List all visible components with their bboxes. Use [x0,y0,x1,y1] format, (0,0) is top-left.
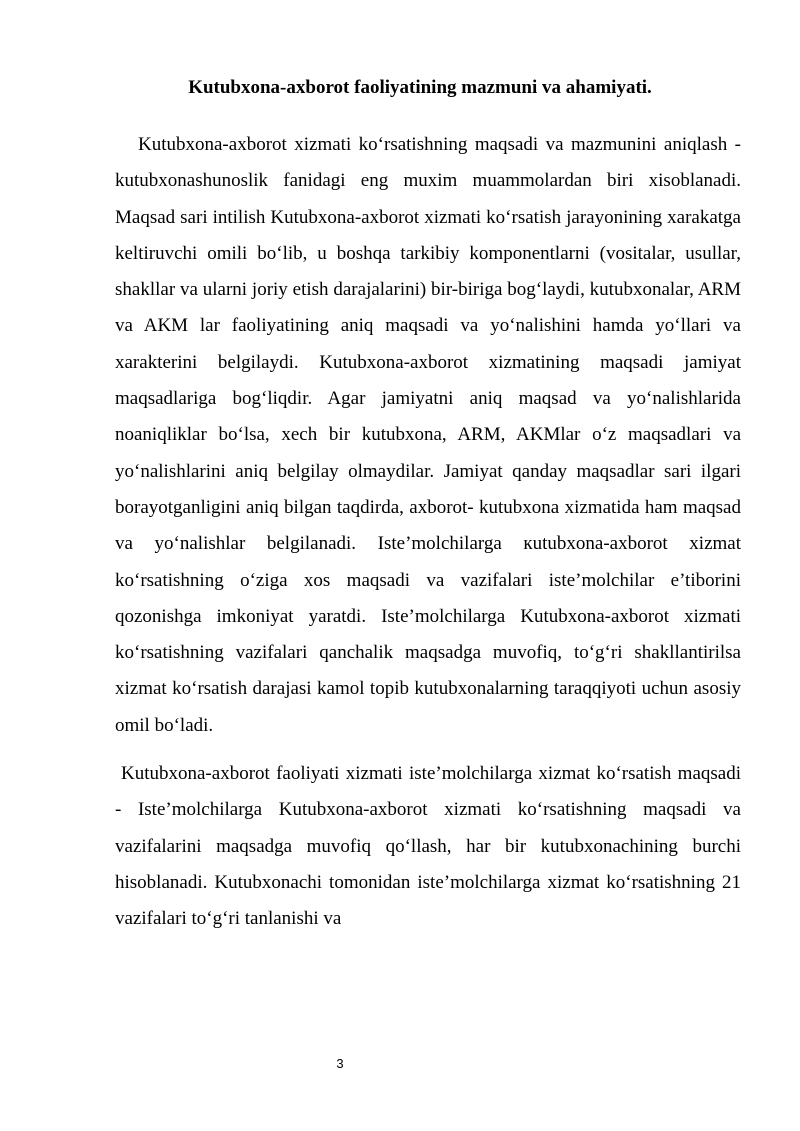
document-body [115,127,741,938]
page-number: 3 [336,1056,344,1071]
body-paragraph-1: Kutubxona-axborot xizmati ko‘rsatishning maqsadi va mazmunini aniqlash - kutubxonashunoslik fanidagi eng muxim muammolardan biri xisoblanadi. Maqsad sari intilish Kutubxona-axborot xizmati ko‘rsatish jarayonining xarakatga keltiruvchi omili bo‘lib, u boshqa tarkibiy komponentlarni (vositalar, usullar, shakllar va ularni joriy etish darajalarini) bir-biriga bog‘laydi, kutubxonalar, ARM va AKM lar faoliyatining aniq maqsadi va yo‘nalishini hamda yo‘llari va xarakterini belgilaydi. Kutubxona-axborot xizmatining maqsadi jamiyat maqsadlariga bog‘liqdir. Agar jamiyatni aniq maqsad va yo‘nalishlarida noaniqliklar bo‘lsa, xech bir kutubxona, ARM, AKMlar o‘z maqsadlari va yo‘nalishlarini aniq belgilay olmaydilar. Jamiyat qanday maqsadlar sari ilgari borayotganligini aniq bilgan taqdirda, axborot- kutubxona xizmatida ham maqsad va yo‘nalishlar belgilanadi. Iste’molchilarga кutubxona-axborot xizmat ko‘rsatishning o‘ziga xos maqsadi va vazifalari iste’molchilar e’tiborini qozonishga imkoniyat yaratdi. Iste’molchilarga Kutubxona-axborot xizmati ko‘rsatishning vazifalari qanchalik maqsadga muvofiq, to‘g‘ri shakllantirilsa xizmat ko‘rsatish darajasi kamol topib kutubxonalarning taraqqiyoti uchun asosiy omil bo‘ladi. [115,134,741,736]
page-title: Kutubxona-axborot faoliyatining mazmuni va ahamiyati. [188,77,652,98]
body-paragraph-2: Kutubxona-axborot faoliyati xizmati iste’molchilarga xizmat ko‘rsatish maqsadi - Iste’molchilarga Kutubxona-axborot xizmati ko‘rsatishning maqsadi va vazifalarini maqsadga muvofiq qo‘llash, har bir kutubxonachining burchi hisoblanadi. Kutubxonachi tomonidan iste’molchilarga xizmat ko‘rsatishning 21 vazifalari to‘g‘ri tanlanishi va [115,763,741,930]
